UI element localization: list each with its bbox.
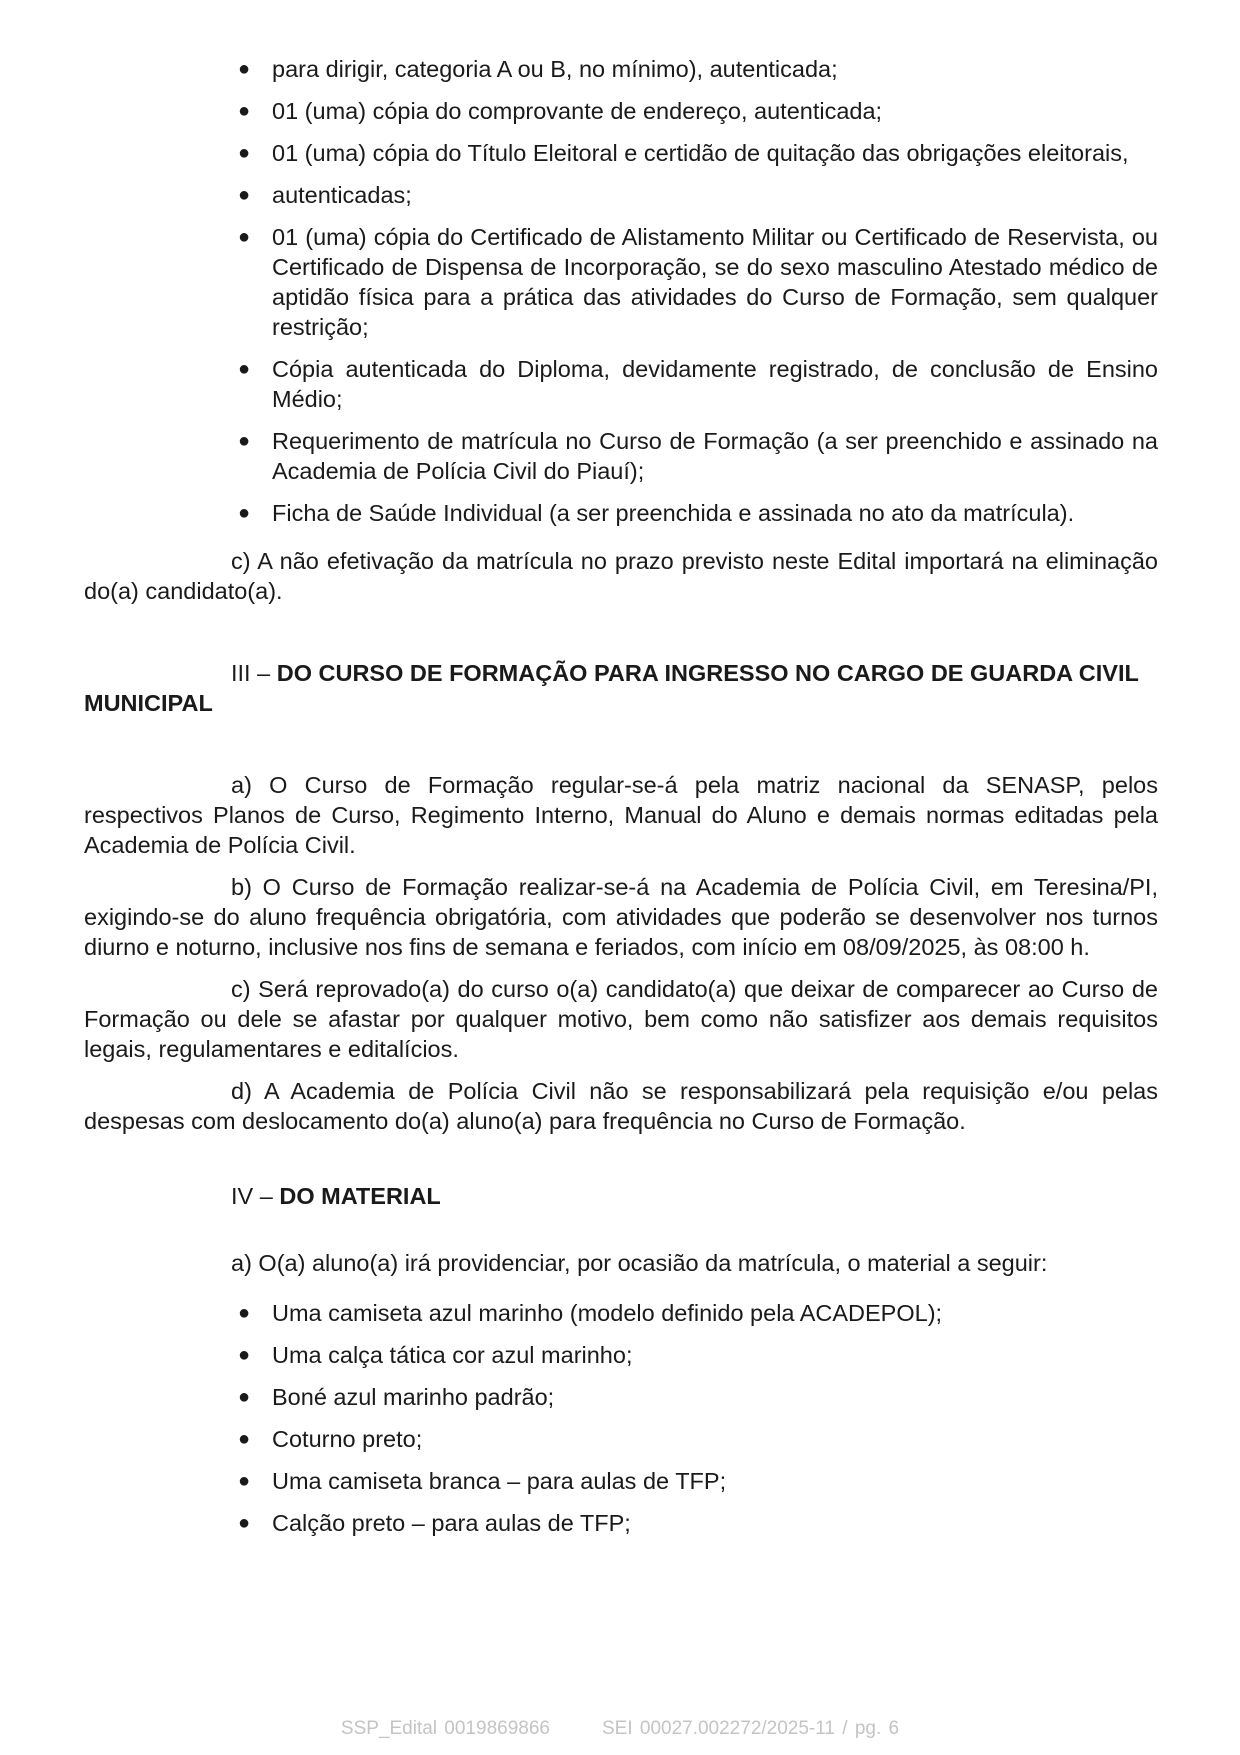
list-item: ● Ficha de Saúde Individual (a ser preenchida e assinada no ato da matrícula). bbox=[238, 500, 1075, 526]
list-item: ● Uma calça tática cor azul marinho; bbox=[238, 1342, 633, 1368]
material-list bbox=[84, 1298, 1158, 1538]
section-four-heading bbox=[84, 1181, 1158, 1211]
bullet-icon: ● bbox=[238, 1512, 251, 1534]
bullet-icon: ● bbox=[238, 502, 251, 524]
bullet-icon: ● bbox=[238, 1302, 251, 1324]
list-item: ● para dirigir, categoria A ou B, no mínimo), autenticada; bbox=[238, 56, 838, 82]
section-three-item-a: a) O Curso de Formação regular-se-á pela matriz nacional da SENASP, pelos respectivos Planos de Curso, Regimento Interno, Manual do Aluno e demais normas editadas pela Academia de Polícia Civil. bbox=[84, 772, 1158, 858]
list-item: ● Requerimento de matrícula no Curso de Formação (a ser preenchido e assinado na Academia de Polícia Civil do Piauí); bbox=[238, 428, 1158, 484]
bullet-icon: ● bbox=[238, 430, 251, 452]
document-page bbox=[84, 54, 1158, 1550]
bullet-icon: ● bbox=[238, 1428, 251, 1450]
bullet-icon: ● bbox=[238, 1386, 251, 1408]
bullet-icon: ● bbox=[238, 1344, 251, 1366]
list-item: ● Coturno preto; bbox=[238, 1426, 423, 1452]
section-four-title: DO MATERIAL bbox=[279, 1183, 441, 1209]
section-three-item-c: c) Será reprovado(a) do curso o(a) candidato(a) que deixar de comparecer ao Curso de Formação ou dele se afastar por qualquer motivo, bem como não satisfizer aos demais requisitos legais, regulamentares e editalícios. bbox=[84, 976, 1158, 1062]
section-four-number: IV – bbox=[231, 1183, 280, 1209]
list-item: ● Uma camiseta branca – para aulas de TFP; bbox=[238, 1468, 727, 1494]
footer-process-ref: SEI 00027.002272/2025-11 / pg. 6 bbox=[601, 1718, 900, 1739]
list-item: ● Calção preto – para aulas de TFP; bbox=[238, 1510, 631, 1536]
bullet-icon: ● bbox=[238, 58, 251, 80]
list-item: ● autenticadas; bbox=[238, 182, 412, 208]
bullet-icon: ● bbox=[238, 100, 251, 122]
list-item: ● 01 (uma) cópia do Título Eleitoral e certidão de quitação das obrigações eleitorais, bbox=[238, 140, 1129, 166]
section-three-number: III – bbox=[231, 660, 277, 686]
section-three-title: DO CURSO DE FORMAÇÃO PARA INGRESSO NO CARGO DE GUARDA CIVIL MUNICIPAL bbox=[84, 660, 1139, 716]
footer-document-id: SSP_Edital 0019869866 bbox=[340, 1718, 550, 1739]
required-documents-list bbox=[84, 54, 1158, 528]
list-item: ● 01 (uma) cópia do Certificado de Alistamento Militar ou Certificado de Reservista, ou Certificado de Dispensa de Incorporação, se do sexo masculino Atestado médico de aptidão física para a prática das atividades do Curso de Formação, sem qualquer restrição; bbox=[238, 224, 1158, 340]
matricula-clause-c: c) A não efetivação da matrícula no prazo previsto neste Edital importará na eliminação do(a) candidato(a). bbox=[84, 548, 1158, 604]
section-four-intro: a) O(a) aluno(a) irá providenciar, por ocasião da matrícula, o material a seguir: bbox=[231, 1250, 1048, 1276]
list-item: ● Boné azul marinho padrão; bbox=[238, 1384, 555, 1410]
bullet-icon: ● bbox=[238, 358, 251, 380]
section-three-item-d: d) A Academia de Polícia Civil não se responsabilizará pela requisição e/ou pelas despesas com deslocamento do(a) aluno(a) para frequência no Curso de Formação. bbox=[84, 1078, 1158, 1134]
bullet-icon: ● bbox=[238, 184, 251, 206]
list-item: ● Cópia autenticada do Diploma, devidamente registrado, de conclusão de Ensino Médio; bbox=[238, 356, 1158, 412]
list-item: ● Uma camiseta azul marinho (modelo definido pela ACADEPOL); bbox=[238, 1300, 943, 1326]
section-three-heading bbox=[84, 658, 1158, 718]
list-item: ● 01 (uma) cópia do comprovante de endereço, autenticada; bbox=[238, 98, 883, 124]
bullet-icon: ● bbox=[238, 142, 251, 164]
section-three-item-b: b) O Curso de Formação realizar-se-á na Academia de Polícia Civil, em Teresina/PI, exigindo-se do aluno frequência obrigatória, com atividades que poderão se desenvolver nos turnos diurno e noturno, inclusive nos fins de semana e feriados, com início em 08/09/2025, às 08:00 h. bbox=[84, 874, 1158, 960]
page-footer bbox=[0, 1714, 1240, 1744]
bullet-icon: ● bbox=[238, 1470, 251, 1492]
bullet-icon: ● bbox=[238, 226, 251, 248]
